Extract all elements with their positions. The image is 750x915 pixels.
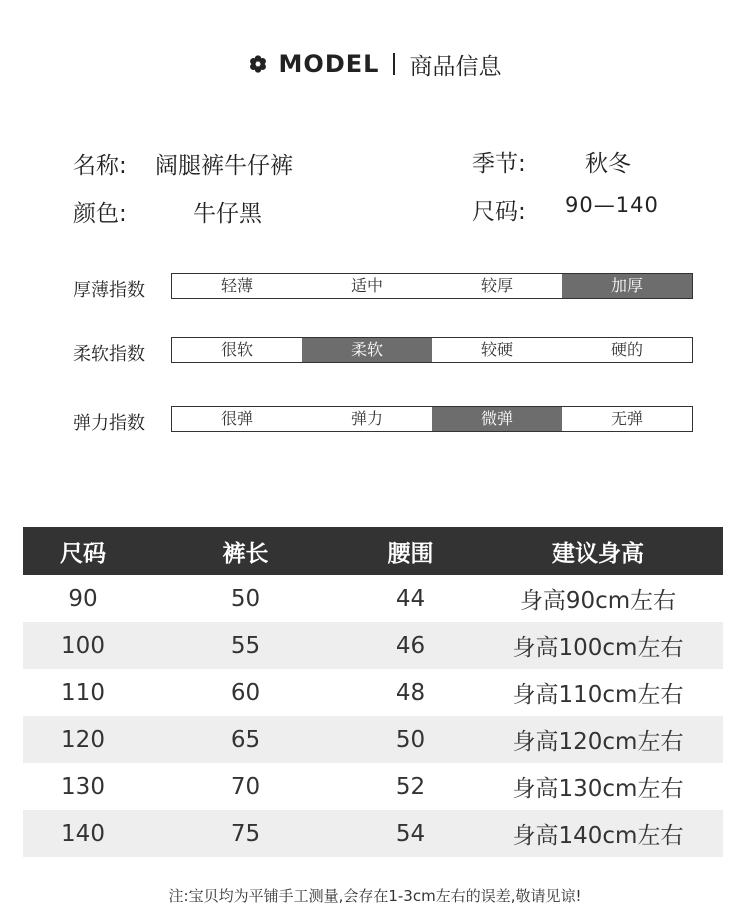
size-label: 尺码: xyxy=(472,199,526,225)
table-row xyxy=(23,669,723,716)
softness-index-bar xyxy=(171,337,693,363)
index-option: 无弹 xyxy=(610,409,643,428)
index-option: 适中 xyxy=(350,276,383,295)
cell-height: 身高140cm左右 xyxy=(512,823,684,849)
thickness-index-bar xyxy=(171,273,693,299)
index-option: 微弹 xyxy=(432,407,562,431)
page-header xyxy=(0,44,750,84)
index-option: 轻薄 xyxy=(220,276,253,295)
thickness-index-label: 厚薄指数 xyxy=(73,280,145,301)
flower-icon xyxy=(249,55,267,73)
index-option: 很弹 xyxy=(220,409,253,428)
cell-length: 70 xyxy=(230,773,261,800)
header-divider xyxy=(393,53,395,75)
cell-length: 65 xyxy=(230,726,261,753)
softness-index-label: 柔软指数 xyxy=(73,344,145,365)
cell-size: 90 xyxy=(68,585,98,612)
cell-size: 110 xyxy=(61,679,105,706)
index-option: 柔软 xyxy=(302,338,432,362)
elasticity-index-bar xyxy=(171,406,693,432)
cell-height: 身高100cm左右 xyxy=(512,635,684,661)
column-header-length: 裤长 xyxy=(222,540,269,567)
column-header-height: 建议身高 xyxy=(552,540,644,567)
cell-waist: 52 xyxy=(395,773,426,800)
index-option: 较厚 xyxy=(480,276,513,295)
size-value: 90—140 xyxy=(565,193,659,217)
page-title: 商品信息 xyxy=(409,53,502,80)
cell-length: 55 xyxy=(230,632,261,659)
table-row xyxy=(23,763,723,810)
cell-size: 120 xyxy=(61,726,105,753)
index-option: 硬的 xyxy=(610,340,643,359)
cell-size: 140 xyxy=(61,820,105,847)
measurement-note: 注:宝贝均为平铺手工测量,会存在1-3cm左右的误差,敬请见谅! xyxy=(168,887,582,905)
cell-height: 身高90cm左右 xyxy=(519,588,677,614)
index-option: 弹力 xyxy=(350,409,383,428)
cell-length: 60 xyxy=(230,679,261,706)
name-label: 名称: xyxy=(73,153,127,179)
table-row xyxy=(23,810,723,857)
elasticity-index-label: 弹力指数 xyxy=(73,413,145,434)
index-option: 较硬 xyxy=(480,340,513,359)
cell-waist: 48 xyxy=(395,679,426,706)
index-option: 加厚 xyxy=(562,274,692,298)
cell-waist: 54 xyxy=(395,820,426,847)
cell-size: 130 xyxy=(61,773,105,800)
cell-height: 身高120cm左右 xyxy=(512,729,684,755)
cell-height: 身高110cm左右 xyxy=(512,682,684,708)
table-row xyxy=(23,716,723,763)
cell-waist: 46 xyxy=(395,632,426,659)
color-value: 牛仔黑 xyxy=(193,201,262,227)
table-row xyxy=(23,575,723,622)
name-field xyxy=(73,147,127,180)
table-row xyxy=(23,622,723,669)
season-value: 秋冬 xyxy=(585,151,631,177)
cell-waist: 44 xyxy=(395,585,426,612)
column-header-waist: 腰围 xyxy=(387,540,434,567)
cell-size: 100 xyxy=(61,632,105,659)
brand-text: MODEL xyxy=(278,50,380,78)
cell-waist: 50 xyxy=(395,726,426,753)
index-option: 很软 xyxy=(220,340,253,359)
season-label: 季节: xyxy=(472,151,526,177)
size-table xyxy=(23,527,723,857)
cell-length: 50 xyxy=(230,585,261,612)
name-value: 阔腿裤牛仔裤 xyxy=(155,153,293,179)
cell-height: 身高130cm左右 xyxy=(512,776,684,802)
column-header-size: 尺码 xyxy=(60,540,106,567)
color-label: 颜色: xyxy=(73,201,127,227)
cell-length: 75 xyxy=(230,820,261,847)
table-header xyxy=(23,527,723,575)
